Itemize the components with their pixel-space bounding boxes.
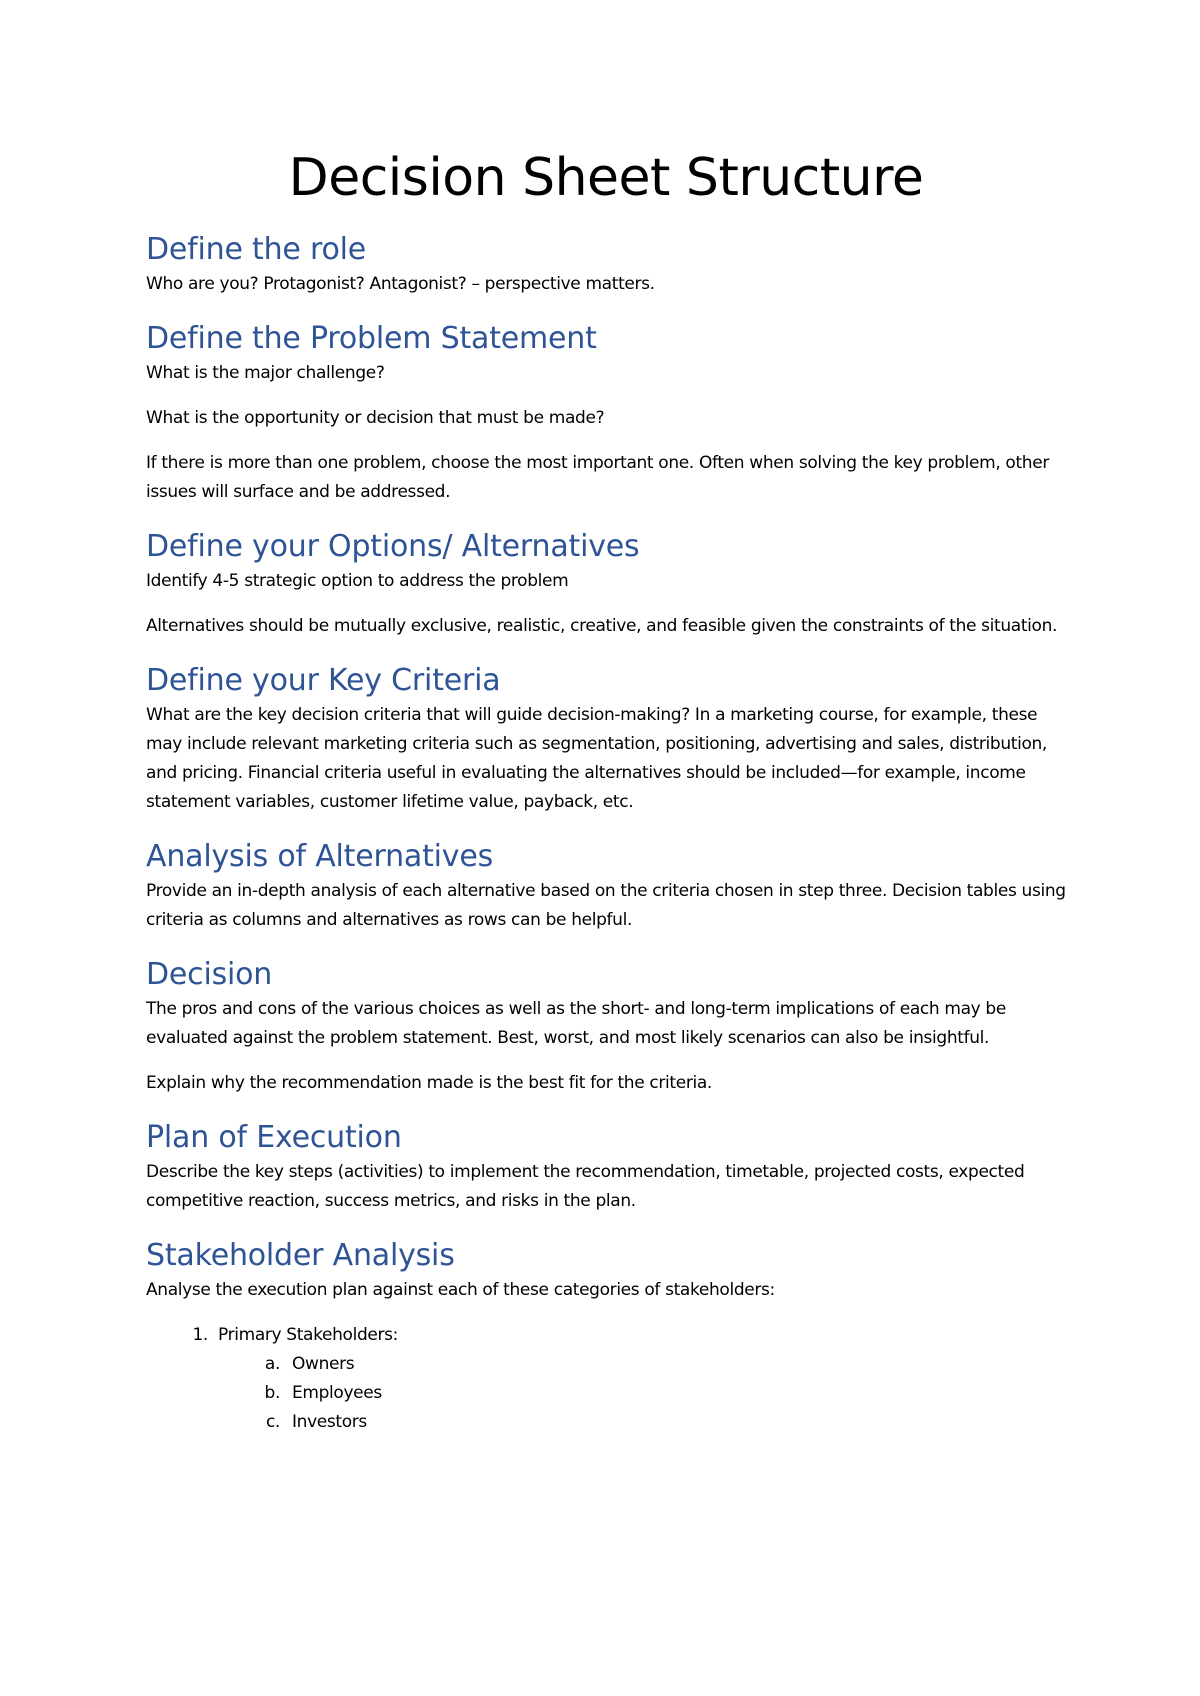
paragraph: What is the major challenge? (146, 363, 385, 383)
list-item (146, 1321, 1066, 1350)
section-analysis (146, 837, 1066, 935)
list-marker: c. (265, 1412, 280, 1432)
list-marker: a. (264, 1354, 280, 1374)
stakeholder-list (146, 1321, 1066, 1437)
paragraph: Who are you? Protagonist? Antagonist? – perspective matters. (146, 274, 655, 294)
section-options (146, 527, 1066, 641)
paragraph: Analyse the execution plan against each of these categories of stakeholders: (146, 1280, 775, 1300)
paragraph: Identify 4-5 strategic option to address the problem (146, 571, 569, 591)
section-heading-criteria: Define your Key Criteria (146, 663, 501, 698)
paragraph: Alternatives should be mutually exclusive, realistic, creative, and feasible given the constraints of the situation. (146, 616, 1058, 636)
section-problem-statement (146, 319, 1066, 507)
section-key-criteria (146, 661, 1066, 817)
section-heading-analysis: Analysis of Alternatives (146, 839, 494, 874)
section-heading-role: Define the role (146, 232, 367, 267)
section-execution (146, 1118, 1066, 1216)
paragraph: Provide an in-depth analysis of each alternative based on the criteria chosen in step three. Decision tables using criteria as columns and alternatives as rows can be helpful. (146, 881, 1066, 930)
section-heading-options: Define your Options/ Alternatives (146, 529, 640, 564)
section-define-role (146, 230, 1066, 299)
paragraph: The pros and cons of the various choices as well as the short- and long-term implications of each may be evaluated against the problem statement. Best, worst, and most likely scenarios can also be insightful. (146, 999, 1006, 1048)
list-item-label: Investors (292, 1412, 367, 1432)
document-page (146, 142, 1066, 1437)
list-item-label: Owners (292, 1354, 355, 1374)
section-heading-decision: Decision (146, 957, 273, 992)
section-heading-problem: Define the Problem Statement (146, 321, 597, 356)
list-marker: b. (264, 1383, 280, 1403)
paragraph: Explain why the recommendation made is the best fit for the criteria. (146, 1073, 712, 1093)
list-subitem (146, 1408, 1066, 1437)
paragraph: Describe the key steps (activities) to implement the recommendation, timetable, projected costs, expected competitive reaction, success metrics, and risks in the plan. (146, 1162, 1025, 1211)
list-item-label: Primary Stakeholders: (218, 1325, 399, 1345)
document-title: Decision Sheet Structure (288, 148, 924, 208)
section-heading-stakeholder: Stakeholder Analysis (146, 1238, 455, 1273)
section-stakeholder (146, 1236, 1066, 1437)
paragraph: If there is more than one problem, choose the most important one. Often when solving the key problem, other issues will surface and be addressed. (146, 453, 1049, 502)
list-item-label: Employees (292, 1383, 382, 1403)
list-subitem (146, 1350, 1066, 1379)
section-decision (146, 955, 1066, 1098)
paragraph: What are the key decision criteria that will guide decision-making? In a marketing course, for example, these may include relevant marketing criteria such as segmentation, positioning, advertising and sales, distribution, and pricing. Financial criteria useful in evaluating the alternatives should be included—for example, income statement variables, customer lifetime value, payback, etc. (146, 705, 1047, 812)
section-heading-execution: Plan of Execution (146, 1120, 402, 1155)
paragraph: What is the opportunity or decision that must be made? (146, 408, 605, 428)
list-subitem (146, 1379, 1066, 1408)
list-marker: 1. (192, 1325, 208, 1345)
